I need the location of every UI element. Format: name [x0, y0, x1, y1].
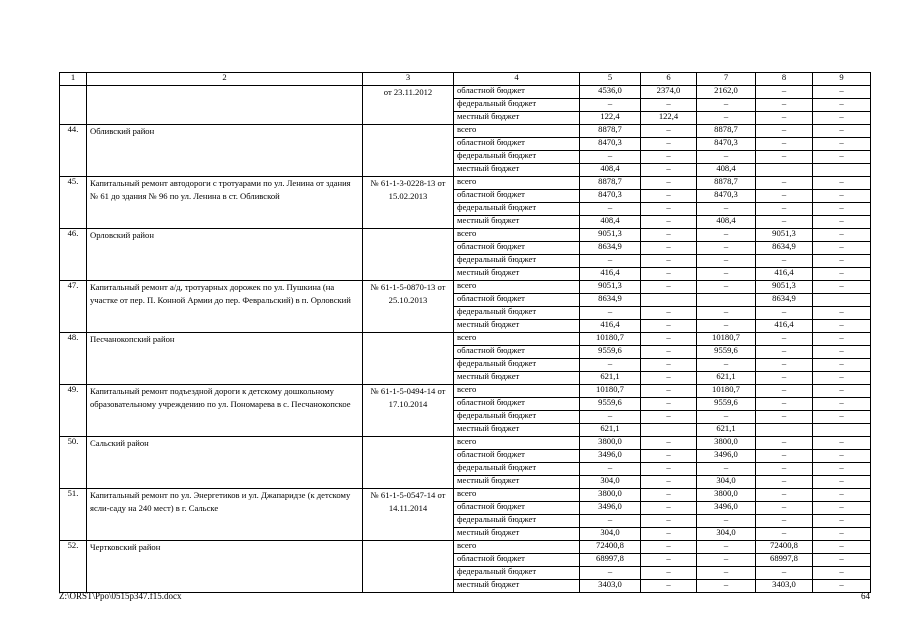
document-cell [363, 229, 454, 281]
budget-type-cell: федеральный бюджет [454, 151, 580, 164]
value-cell: 621,1 [697, 424, 756, 437]
value-cell: – [641, 359, 697, 372]
value-cell: 416,4 [756, 268, 813, 281]
budget-type-cell: областной бюджет [454, 398, 580, 411]
value-cell: – [813, 242, 871, 255]
value-cell: – [641, 463, 697, 476]
value-cell: 3496,0 [580, 450, 641, 463]
value-cell: 9051,3 [756, 281, 813, 294]
value-cell: – [756, 411, 813, 424]
value-cell: – [756, 99, 813, 112]
value-cell [813, 294, 871, 307]
object-name-cell: Песчанокопский район [87, 333, 363, 385]
value-cell: 3800,0 [580, 489, 641, 502]
object-name-cell: Сальский район [87, 437, 363, 489]
budget-type-cell: областной бюджет [454, 242, 580, 255]
value-cell: – [580, 151, 641, 164]
row-number-cell: 44. [60, 125, 87, 177]
value-cell: – [641, 450, 697, 463]
object-name-cell: Капитальный ремонт а/д, тротуарных дорожек по ул. Пушкина (на участке от пер. П. Конной Армии до пер. Февральский) в п. Орловский [87, 281, 363, 333]
value-cell: – [641, 203, 697, 216]
value-cell: – [697, 541, 756, 554]
value-cell [697, 294, 756, 307]
budget-type-cell: местный бюджет [454, 580, 580, 593]
value-cell: – [756, 86, 813, 99]
value-cell: 3496,0 [580, 502, 641, 515]
value-cell: – [813, 268, 871, 281]
value-cell: – [641, 320, 697, 333]
row-number-cell: 49. [60, 385, 87, 437]
value-cell: 8878,7 [697, 177, 756, 190]
value-cell: – [756, 190, 813, 203]
row-number-cell: 50. [60, 437, 87, 489]
value-cell: – [756, 528, 813, 541]
value-cell: – [813, 411, 871, 424]
header-cell: 6 [641, 73, 697, 86]
value-cell: 621,1 [580, 372, 641, 385]
value-cell: 10180,7 [697, 385, 756, 398]
value-cell: – [641, 216, 697, 229]
document-cell [363, 125, 454, 177]
row-number-cell: 52. [60, 541, 87, 593]
value-cell: 8634,9 [580, 242, 641, 255]
budget-type-cell: федеральный бюджет [454, 99, 580, 112]
value-cell: – [641, 411, 697, 424]
value-cell: – [756, 450, 813, 463]
value-cell: – [641, 528, 697, 541]
value-cell: – [813, 255, 871, 268]
value-cell: – [641, 242, 697, 255]
value-cell: – [641, 476, 697, 489]
budget-type-cell: местный бюджет [454, 528, 580, 541]
budget-type-cell: местный бюджет [454, 320, 580, 333]
value-cell: – [697, 463, 756, 476]
value-cell: – [641, 177, 697, 190]
value-cell: – [756, 203, 813, 216]
budget-type-cell: федеральный бюджет [454, 411, 580, 424]
value-cell: – [756, 489, 813, 502]
budget-type-cell: местный бюджет [454, 164, 580, 177]
value-cell: 68997,8 [580, 554, 641, 567]
value-cell: – [641, 138, 697, 151]
value-cell: – [813, 437, 871, 450]
value-cell: – [641, 307, 697, 320]
value-cell: – [813, 229, 871, 242]
value-cell: – [756, 437, 813, 450]
value-cell [756, 424, 813, 437]
value-cell: 9559,6 [697, 398, 756, 411]
row-number-cell: 51. [60, 489, 87, 541]
budget-type-cell: всего [454, 125, 580, 138]
value-cell: 8634,9 [756, 294, 813, 307]
value-cell: – [756, 502, 813, 515]
row-number-cell: 47. [60, 281, 87, 333]
value-cell: 416,4 [580, 320, 641, 333]
budget-type-cell: областной бюджет [454, 554, 580, 567]
value-cell: 621,1 [697, 372, 756, 385]
value-cell: – [756, 138, 813, 151]
value-cell: – [756, 346, 813, 359]
budget-type-cell: всего [454, 437, 580, 450]
value-cell: – [756, 177, 813, 190]
value-cell: 9051,3 [580, 281, 641, 294]
value-cell: – [580, 463, 641, 476]
value-cell: – [756, 359, 813, 372]
value-cell: 3496,0 [697, 450, 756, 463]
budget-type-cell: областной бюджет [454, 502, 580, 515]
value-cell: – [641, 333, 697, 346]
value-cell: 9051,3 [756, 229, 813, 242]
value-cell: 8470,3 [697, 138, 756, 151]
value-cell: – [697, 307, 756, 320]
value-cell: – [580, 255, 641, 268]
document-cell: № 61-1-5-0547-14 от 14.11.2014 [363, 489, 454, 541]
value-cell: – [813, 190, 871, 203]
value-cell: – [756, 125, 813, 138]
value-cell: 304,0 [697, 528, 756, 541]
value-cell: – [756, 567, 813, 580]
value-cell: – [813, 151, 871, 164]
value-cell: – [641, 281, 697, 294]
budget-type-cell: федеральный бюджет [454, 463, 580, 476]
value-cell: – [813, 216, 871, 229]
value-cell: – [697, 320, 756, 333]
budget-type-cell: федеральный бюджет [454, 515, 580, 528]
document-cell: № 61-1-5-0870-13 от 25.10.2013 [363, 281, 454, 333]
budget-type-cell: местный бюджет [454, 268, 580, 281]
budget-type-cell: областной бюджет [454, 138, 580, 151]
value-cell: – [697, 112, 756, 125]
value-cell: – [813, 567, 871, 580]
footer-page-number: 64 [861, 591, 870, 601]
value-cell: 8878,7 [697, 125, 756, 138]
value-cell: – [756, 385, 813, 398]
document-cell [363, 541, 454, 593]
object-name-cell: Орловский район [87, 229, 363, 281]
value-cell: 304,0 [580, 476, 641, 489]
footer-file-path: Z:\ORST\Ppo\0515p347.f15.docx [59, 591, 182, 601]
document-cell: № 61-1-5-0494-14 от 17.10.2014 [363, 385, 454, 437]
header-cell: 9 [813, 73, 871, 86]
value-cell: – [697, 554, 756, 567]
value-cell: 8878,7 [580, 125, 641, 138]
budget-type-cell: всего [454, 229, 580, 242]
value-cell: – [813, 177, 871, 190]
value-cell: – [641, 164, 697, 177]
table-row [60, 281, 871, 294]
value-cell: – [756, 515, 813, 528]
value-cell: – [697, 359, 756, 372]
value-cell: – [697, 99, 756, 112]
row-number-cell: 46. [60, 229, 87, 281]
row-number-cell [60, 86, 87, 125]
document-cell: от 23.11.2012 [363, 86, 454, 125]
budget-type-cell: всего [454, 177, 580, 190]
value-cell: 621,1 [580, 424, 641, 437]
row-number-cell: 45. [60, 177, 87, 229]
value-cell: 72400,8 [756, 541, 813, 554]
object-name-cell: Капитальный ремонт подъездной дороги к детскому дошкольному образовательному учреждению по ул. Пономарева в с. Песчанокопское [87, 385, 363, 437]
value-cell: – [697, 268, 756, 281]
value-cell: – [580, 203, 641, 216]
value-cell: – [756, 255, 813, 268]
value-cell: – [813, 450, 871, 463]
value-cell: 2162,0 [697, 86, 756, 99]
value-cell: – [580, 307, 641, 320]
budget-type-cell: областной бюджет [454, 190, 580, 203]
value-cell [641, 294, 697, 307]
header-cell: 7 [697, 73, 756, 86]
value-cell: 3800,0 [697, 489, 756, 502]
value-cell: – [756, 398, 813, 411]
value-cell: – [813, 398, 871, 411]
header-cell: 4 [454, 73, 580, 86]
value-cell: 416,4 [756, 320, 813, 333]
budget-type-cell: областной бюджет [454, 294, 580, 307]
budget-type-cell: местный бюджет [454, 424, 580, 437]
row-number-cell: 48. [60, 333, 87, 385]
budget-type-cell: местный бюджет [454, 372, 580, 385]
value-cell: – [641, 580, 697, 593]
value-cell: 10180,7 [580, 333, 641, 346]
document-cell [363, 333, 454, 385]
value-cell: – [813, 528, 871, 541]
value-cell: – [580, 515, 641, 528]
value-cell: 304,0 [580, 528, 641, 541]
value-cell: 10180,7 [580, 385, 641, 398]
value-cell: – [756, 216, 813, 229]
value-cell: – [697, 580, 756, 593]
value-cell: – [813, 385, 871, 398]
value-cell: 10180,7 [697, 333, 756, 346]
value-cell: – [813, 554, 871, 567]
value-cell: 408,4 [697, 216, 756, 229]
value-cell: – [580, 411, 641, 424]
value-cell: – [697, 229, 756, 242]
value-cell: – [813, 203, 871, 216]
header-row [60, 73, 871, 86]
value-cell: – [697, 411, 756, 424]
budget-type-cell: местный бюджет [454, 112, 580, 125]
table-row [60, 177, 871, 190]
value-cell: 8470,3 [580, 138, 641, 151]
value-cell: – [756, 307, 813, 320]
value-cell: 408,4 [697, 164, 756, 177]
value-cell [756, 164, 813, 177]
budget-type-cell: местный бюджет [454, 476, 580, 489]
header-cell: 1 [60, 73, 87, 86]
value-cell: 122,4 [580, 112, 641, 125]
value-cell: – [813, 86, 871, 99]
value-cell: – [756, 476, 813, 489]
value-cell: 416,4 [580, 268, 641, 281]
value-cell: – [813, 99, 871, 112]
table-row [60, 541, 871, 554]
value-cell: – [813, 515, 871, 528]
value-cell: – [697, 281, 756, 294]
value-cell: – [641, 229, 697, 242]
budget-type-cell: всего [454, 541, 580, 554]
value-cell: – [756, 333, 813, 346]
value-cell: – [697, 567, 756, 580]
value-cell: – [641, 125, 697, 138]
value-cell: – [813, 372, 871, 385]
value-cell: – [813, 138, 871, 151]
value-cell: – [813, 320, 871, 333]
value-cell: – [641, 554, 697, 567]
value-cell: – [580, 99, 641, 112]
value-cell: 304,0 [697, 476, 756, 489]
header-cell: 2 [87, 73, 363, 86]
header-cell: 3 [363, 73, 454, 86]
budget-type-cell: всего [454, 333, 580, 346]
value-cell: – [580, 567, 641, 580]
value-cell: – [813, 333, 871, 346]
value-cell: – [697, 203, 756, 216]
value-cell: 3496,0 [697, 502, 756, 515]
budget-type-cell: всего [454, 489, 580, 502]
value-cell: 72400,8 [580, 541, 641, 554]
value-cell: – [813, 307, 871, 320]
value-cell: 408,4 [580, 164, 641, 177]
table-row [60, 86, 871, 99]
budget-type-cell: областной бюджет [454, 346, 580, 359]
budget-table [59, 72, 871, 593]
budget-type-cell: областной бюджет [454, 86, 580, 99]
value-cell: 3403,0 [580, 580, 641, 593]
value-cell: – [756, 151, 813, 164]
budget-type-cell: всего [454, 281, 580, 294]
value-cell: – [813, 359, 871, 372]
budget-type-cell: местный бюджет [454, 216, 580, 229]
value-cell: – [697, 515, 756, 528]
value-cell: 3800,0 [697, 437, 756, 450]
value-cell: – [813, 541, 871, 554]
value-cell: – [641, 515, 697, 528]
value-cell: – [697, 255, 756, 268]
value-cell: – [641, 502, 697, 515]
value-cell: 3800,0 [580, 437, 641, 450]
value-cell: – [756, 112, 813, 125]
value-cell [813, 424, 871, 437]
value-cell: – [641, 489, 697, 502]
object-name-cell: Чертковский район [87, 541, 363, 593]
value-cell: – [641, 567, 697, 580]
header-cell: 8 [756, 73, 813, 86]
value-cell: – [813, 476, 871, 489]
document-cell: № 61-1-3-0228-13 от 15.02.2013 [363, 177, 454, 229]
value-cell: – [641, 541, 697, 554]
value-cell: – [756, 372, 813, 385]
object-name-cell: Обливский район [87, 125, 363, 177]
value-cell: – [813, 489, 871, 502]
value-cell: 9559,6 [580, 346, 641, 359]
value-cell: 122,4 [641, 112, 697, 125]
budget-type-cell: всего [454, 385, 580, 398]
table-row [60, 489, 871, 502]
value-cell: 4536,0 [580, 86, 641, 99]
value-cell: – [813, 580, 871, 593]
table-row [60, 385, 871, 398]
table-row [60, 125, 871, 138]
value-cell: 2374,0 [641, 86, 697, 99]
value-cell: – [697, 242, 756, 255]
budget-type-cell: федеральный бюджет [454, 359, 580, 372]
value-cell: 8878,7 [580, 177, 641, 190]
object-name-cell: Капитальный ремонт автодороги с тротуарами по ул. Ленина от здания № 61 до здания № 96 по ул. Ленина в ст. Обливской [87, 177, 363, 229]
value-cell: – [580, 359, 641, 372]
budget-type-cell: областной бюджет [454, 450, 580, 463]
value-cell: 8470,3 [697, 190, 756, 203]
value-cell: – [813, 281, 871, 294]
budget-type-cell: федеральный бюджет [454, 203, 580, 216]
value-cell: 9559,6 [697, 346, 756, 359]
table-row [60, 437, 871, 450]
budget-type-cell: федеральный бюджет [454, 567, 580, 580]
value-cell: – [641, 99, 697, 112]
value-cell: – [641, 385, 697, 398]
value-cell: – [641, 255, 697, 268]
object-name-cell: Капитальный ремонт по ул. Энергетиков и ул. Джапаридзе (к детскому ясли-саду на 240 мест) в г. Сальске [87, 489, 363, 541]
table-row [60, 333, 871, 346]
value-cell: 3403,0 [756, 580, 813, 593]
value-cell: – [813, 502, 871, 515]
value-cell: 9051,3 [580, 229, 641, 242]
value-cell: 408,4 [580, 216, 641, 229]
value-cell: – [641, 346, 697, 359]
value-cell: – [813, 463, 871, 476]
value-cell [641, 424, 697, 437]
value-cell: 68997,8 [756, 554, 813, 567]
value-cell: – [641, 398, 697, 411]
value-cell: – [641, 190, 697, 203]
value-cell: 8634,9 [580, 294, 641, 307]
value-cell: – [641, 151, 697, 164]
value-cell: – [641, 372, 697, 385]
value-cell: – [641, 268, 697, 281]
value-cell: – [697, 151, 756, 164]
value-cell: 9559,6 [580, 398, 641, 411]
value-cell: – [813, 346, 871, 359]
value-cell: – [641, 437, 697, 450]
value-cell: 8470,3 [580, 190, 641, 203]
header-cell: 5 [580, 73, 641, 86]
value-cell: – [813, 125, 871, 138]
value-cell [813, 164, 871, 177]
value-cell: 8634,9 [756, 242, 813, 255]
value-cell: – [756, 463, 813, 476]
document-cell [363, 437, 454, 489]
table-row [60, 229, 871, 242]
budget-type-cell: федеральный бюджет [454, 307, 580, 320]
object-name-cell [87, 86, 363, 125]
value-cell: – [813, 112, 871, 125]
budget-type-cell: федеральный бюджет [454, 255, 580, 268]
